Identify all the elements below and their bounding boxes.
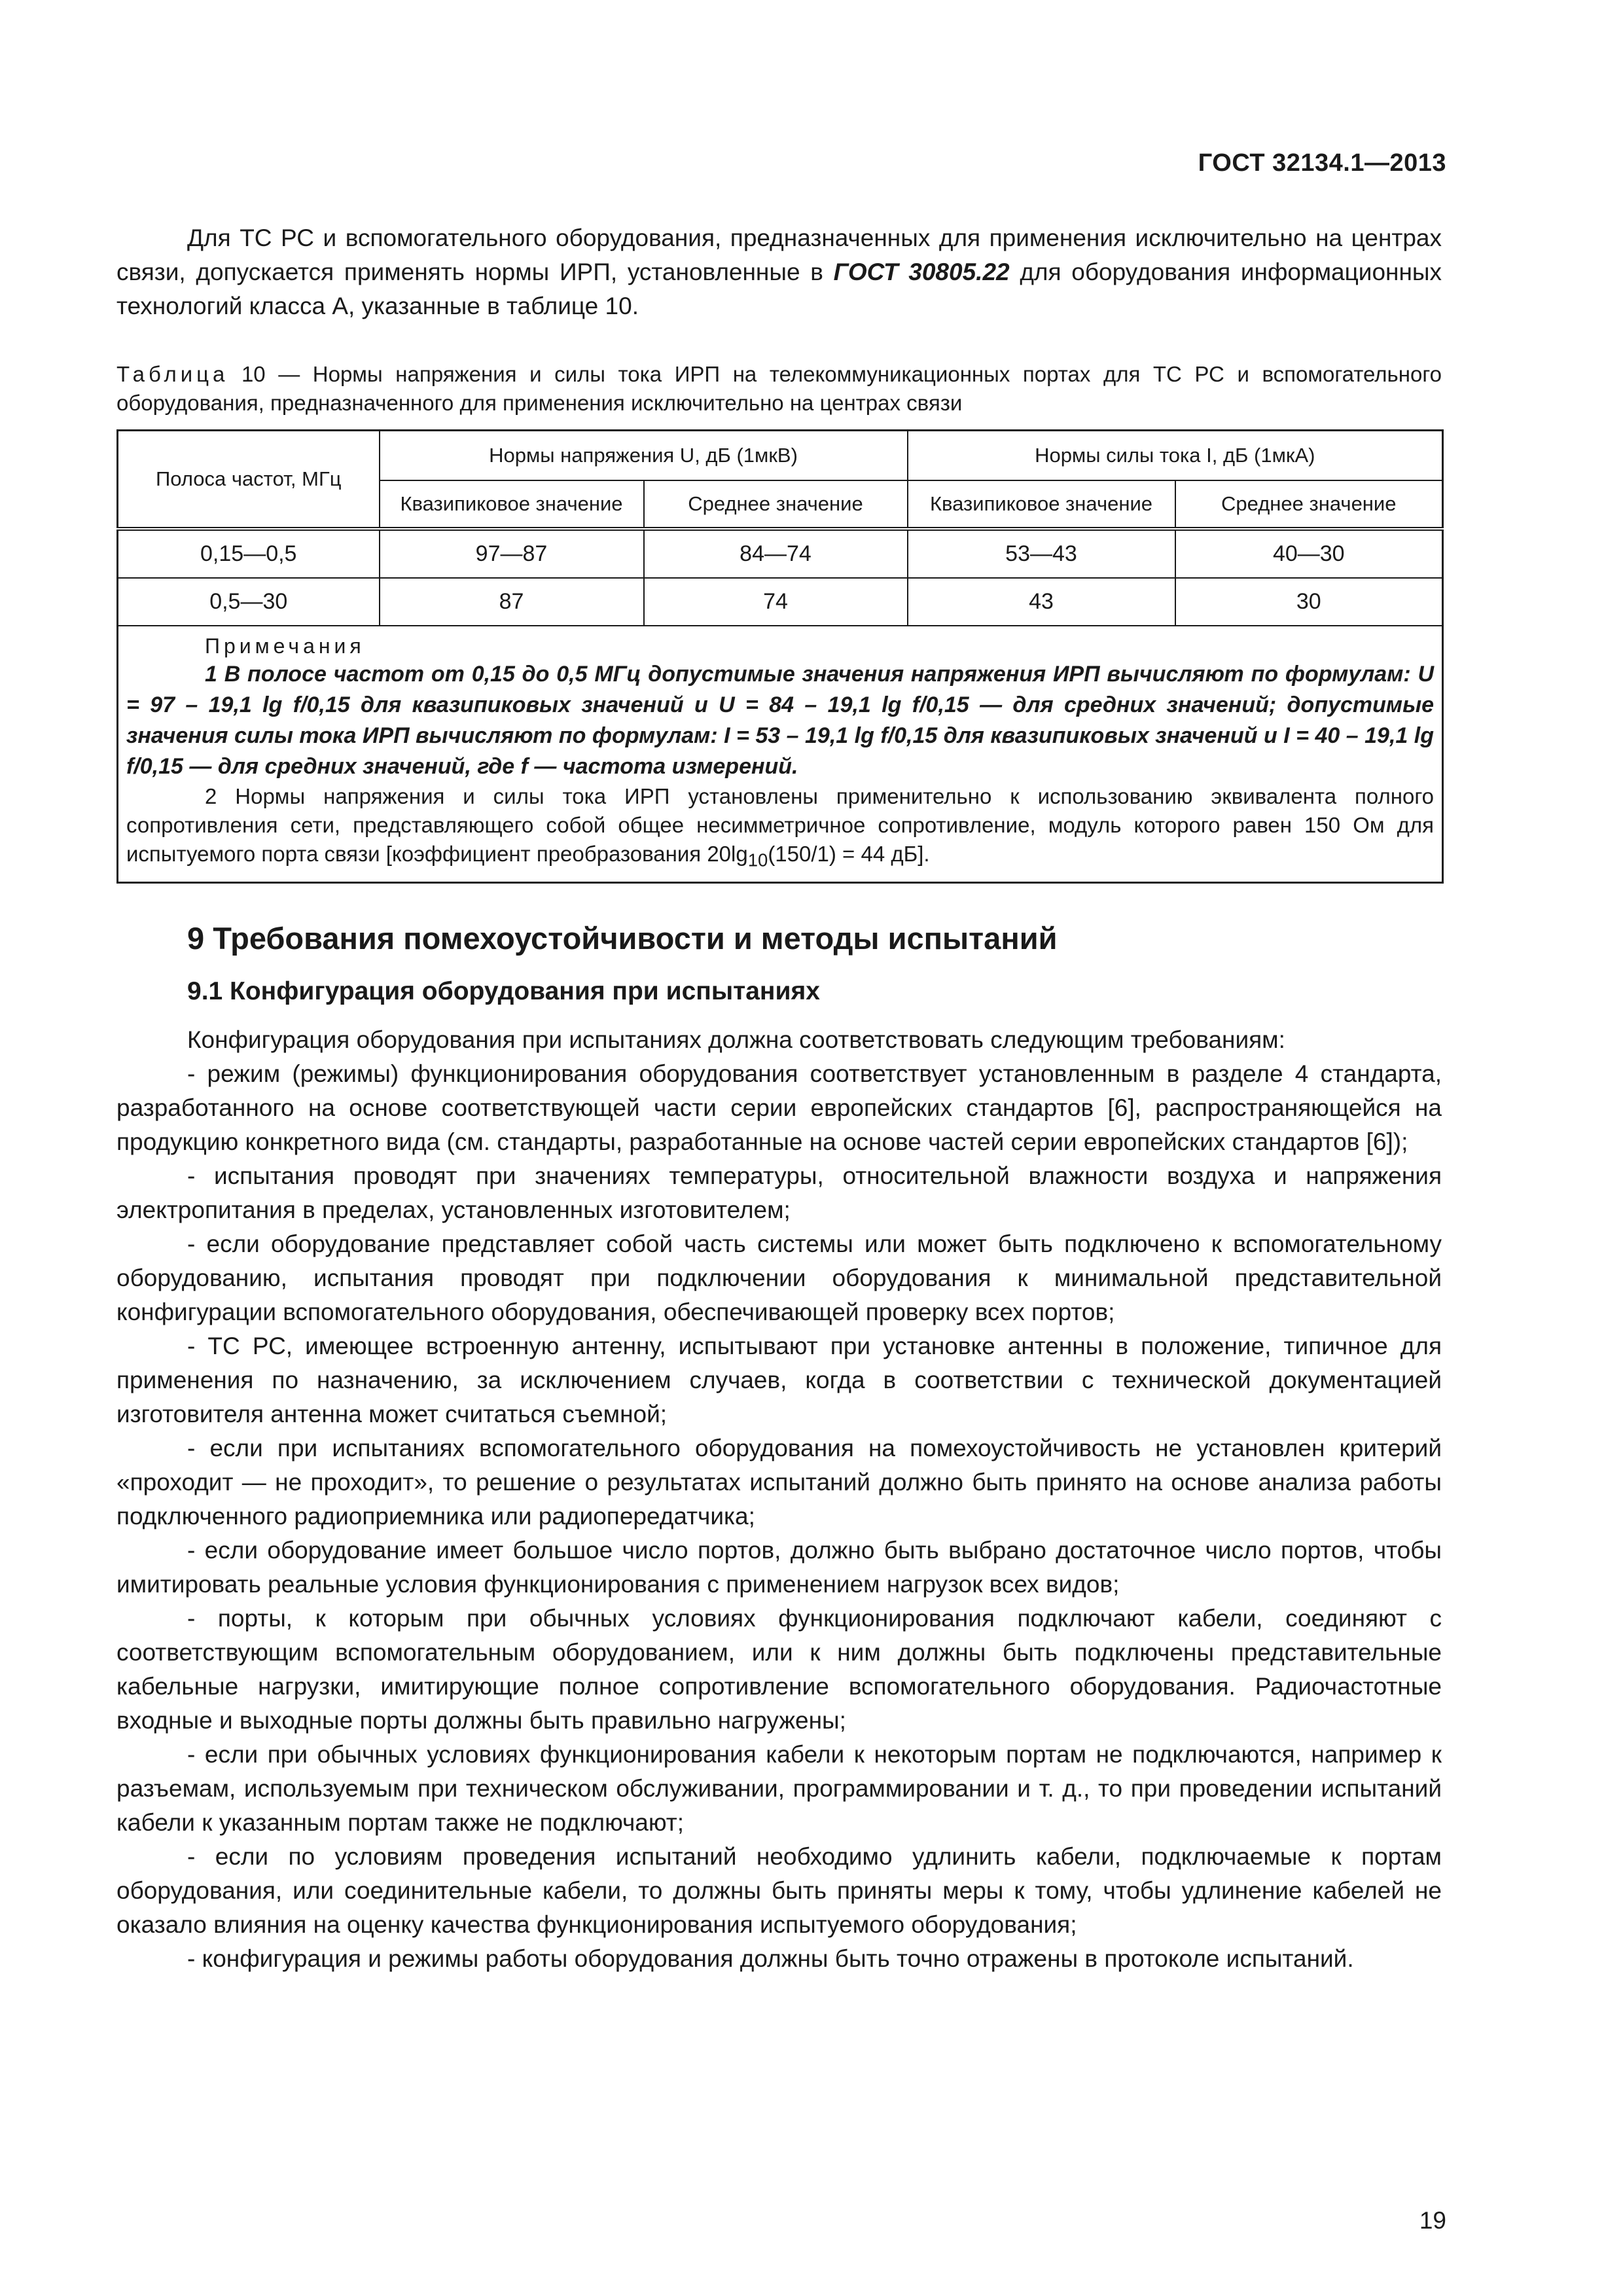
subheader-avg-current: Среднее значение <box>1175 480 1443 529</box>
table-row <box>118 578 1443 626</box>
note-2-text: 2 Нормы напряжения и силы тока ИРП установлены применительно к использованию эквивалента полного сопротивления сети, представляющего собой общее несимметричное сопротивление, модуль которого равен 150 Ом для испытуемого порта связи [коэффициент преобразования 20lg <box>126 784 1435 866</box>
cell-qp-current: 53—43 <box>908 529 1175 578</box>
cell-qp-current: 43 <box>908 578 1175 626</box>
note-2-subscript: 10 <box>747 850 768 870</box>
cell-avg-current: 40—30 <box>1175 529 1443 578</box>
page-content <box>116 221 1442 1976</box>
cell-avg-voltage: 84—74 <box>644 529 908 578</box>
limits-table <box>116 429 1444 884</box>
intro-paragraph <box>116 221 1442 323</box>
subheader-avg-voltage: Среднее значение <box>644 480 908 529</box>
note-1: 1 В полосе частот от 0,15 до 0,5 МГц допустимые значения напряжения ИРП вычисляют по формулам: U = 97 – 19,1 lg f/0,15 для квазипиковых значений и U = 84 – 19,1 lg f/0,15 — для средних значений; допустимые значения силы тока ИРП вычисляют по формулам: I = 53 – 19,1 lg f/0,15 для квазипиковых значений и I = 40 – 19,1 lg f/0,15 — для средних значений, где f — частота измерений. <box>126 662 1435 779</box>
note-2 <box>126 782 1434 875</box>
list-item: - если оборудование представляет собой часть системы или может быть подключено к вспомогательному оборудованию, испытания проводят при подключении оборудования к минимальной представительной конфигурации вспомогательного оборудования, обеспечивающей проверку всех портов; <box>116 1230 1442 1325</box>
list-item: - режим (режимы) функционирования оборудования соответствует установленным в разделе 4 стандарта, разработанного на основе соответствующей части серии европейских стандартов [6], распространяющейся на продукцию конкретного вида (см. стандарты, разработанные на основе частей серии европейских стандартов [6]); <box>116 1060 1442 1155</box>
intro-text-end: для оборудования информационных технологий класса А, указанные в таблице 10. <box>116 259 1442 319</box>
section-heading: 9 Требования помехоустойчивости и методы испытаний <box>187 920 1058 956</box>
list-item: - испытания проводят при значениях температуры, относительной влажности воздуха и напряжения электропитания в пределах, установленных изготовителем; <box>116 1162 1442 1223</box>
list-item: - если по условиям проведения испытаний необходимо удлинить кабели, подключаемые к портам оборудования, или соединительные кабели, то должны быть приняты меры к тому, чтобы удлинение кабелей не оказало влияния на оценку качества функционирования испытуемого оборудования; <box>116 1842 1442 1938</box>
list-item: - ТС РС, имеющее встроенную антенну, испытывают при установке антенны в положение, типичное для применения по назначению, за исключением случаев, когда в соответствии с технической документацией изготовителя антенна может считаться съемной; <box>116 1332 1442 1427</box>
section-body <box>116 1023 1442 1976</box>
cell-qp-voltage: 87 <box>380 578 644 626</box>
header-frequency: Полоса частот, МГц <box>118 431 380 529</box>
note-2-text-end: (150/1) = 44 дБ]. <box>768 842 930 866</box>
table-notes <box>118 626 1443 882</box>
list-item: - если при обычных условиях функционирования кабели к некоторым портам не подключаются, например к разъемам, используемым при техническом обслуживании, программировании и т. д., то при проведении испытаний кабели к указанным портам также не подключают; <box>116 1740 1442 1836</box>
subheader-qp-voltage: Квазипиковое значение <box>380 480 644 529</box>
subheader-qp-current: Квазипиковое значение <box>908 480 1175 529</box>
cell-qp-voltage: 97—87 <box>380 529 644 578</box>
table-caption-label: Таблица <box>116 362 229 386</box>
cell-frequency: 0,5—30 <box>118 578 380 626</box>
table-caption <box>116 360 1442 418</box>
list-item: - конфигурация и режимы работы оборудования должны быть точно отражены в протоколе испытаний. <box>187 1945 1354 1972</box>
cell-avg-current: 30 <box>1175 578 1443 626</box>
notes-label: Примечания <box>205 634 365 658</box>
list-item: - порты, к которым при обычных условиях функционирования подключают кабели, соединяют с соответствующим вспомогательным оборудованием, или к ним должны быть подключены представительные кабельные нагрузки, имитирующие полное сопротивление вспомогательного оборудования. Радиочастотные входные и выходные порты должны быть правильно нагружены; <box>116 1604 1442 1734</box>
table-header-row <box>118 431 1443 481</box>
table-notes-row <box>118 626 1443 882</box>
subsection-heading: 9.1 Конфигурация оборудования при испытаниях <box>187 977 820 1005</box>
cell-frequency: 0,15—0,5 <box>118 529 380 578</box>
header-voltage-limits: Нормы напряжения U, дБ (1мкВ) <box>380 431 908 481</box>
standard-reference: ГОСТ 30805.22 <box>833 259 1010 285</box>
list-item: - если при испытаниях вспомогательного оборудования на помехоустойчивость не установлен критерий «проходит — не проходит», то решение о результатах испытаний должно быть принято на основе анализа работы подключенного радиоприемника или радиопередатчика; <box>116 1434 1442 1530</box>
document-code: ГОСТ 32134.1—2013 <box>1198 149 1446 177</box>
list-item: - если оборудование имеет большое число портов, должно быть выбрано достаточное число портов, чтобы имитировать реальные условия функционирования с применением нагрузок всех видов; <box>116 1536 1442 1598</box>
paragraph: Конфигурация оборудования при испытаниях должна соответствовать следующим требованиям: <box>187 1026 1285 1053</box>
cell-avg-voltage: 74 <box>644 578 908 626</box>
table-row <box>118 529 1443 578</box>
header-current-limits: Нормы силы тока I, дБ (1мкА) <box>908 431 1443 481</box>
intro-text-start: Для ТС РС и вспомогательного оборудования, предназначенных для применения исключительно на центрах связи, допускается применять нормы ИРП, установленные в <box>116 224 1442 285</box>
page-number: 19 <box>1419 2207 1446 2234</box>
table-caption-text: 10 — Нормы напряжения и силы тока ИРП на телекоммуникационных портах для ТС РС и вспомогательного оборудования, предназначенного для применения исключительно на центрах связи <box>116 362 1442 415</box>
